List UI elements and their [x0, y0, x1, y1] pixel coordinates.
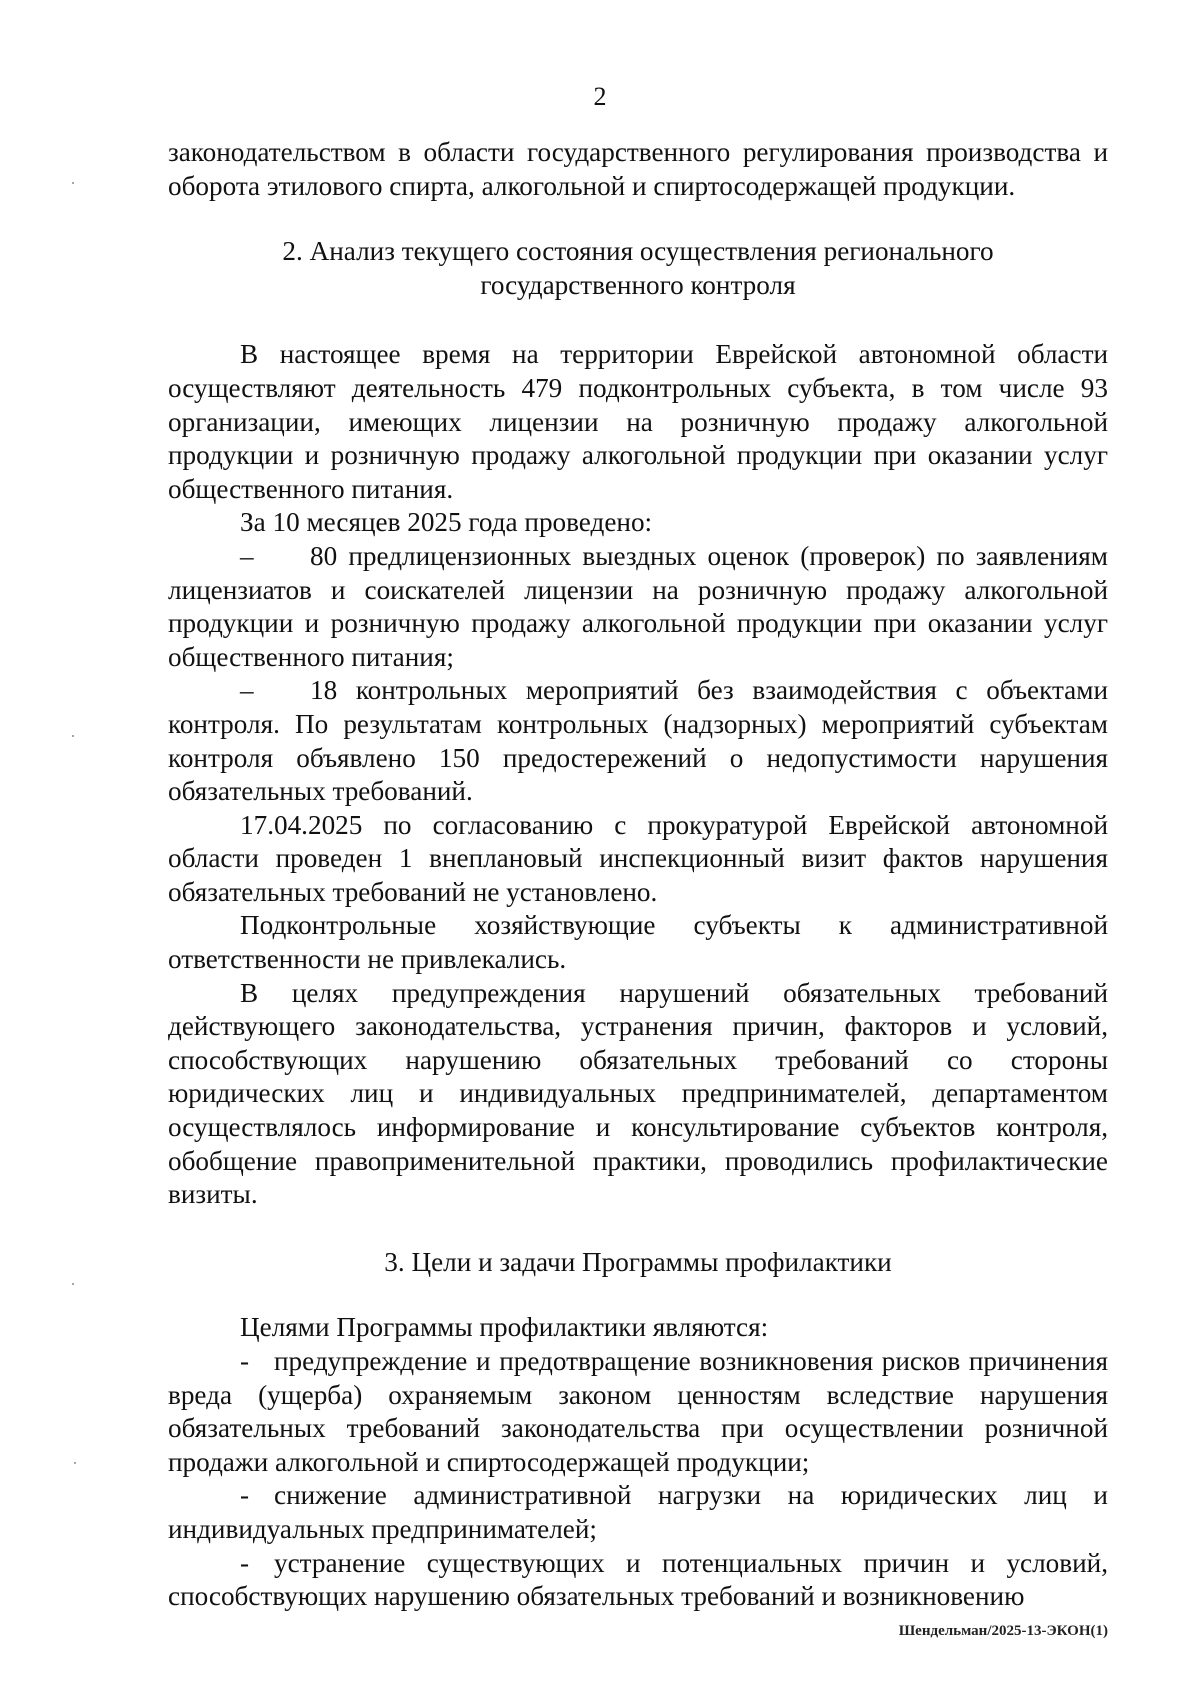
section-2-paragraph-2: За 10 месяцев 2025 года проведено: [240, 507, 653, 538]
list-item-text: устранение существующих и потенциальных причин и условий, способствующих нарушению обязательных требований и возникновению [168, 1547, 1108, 1612]
list-hyphen: - [240, 1346, 250, 1376]
list-item-text: 18 контрольных мероприятий без взаимодействия с объектами контроля. По результатам контрольных (надзорных) мероприятий субъектам контроля объявлено 150 предостережений о недопустимости нарушения обязательных требований. [168, 675, 1108, 807]
document-registration-code: Шендельман/2025-13-ЭКОН(1) [898, 1623, 1108, 1639]
section-2-heading [168, 235, 1108, 302]
scan-artifact [72, 735, 74, 737]
document-body [168, 136, 1108, 1614]
list-item-text: 80 предлицензионных выездных оценок (проверок) по заявлениям лицензиатов и соискателей лицензии на розничную продажу алкогольной продукции и розничную продажу алкогольной продукции при оказании услуг общественного питания; [168, 540, 1108, 672]
list-item-text: снижение административной нагрузки на юридических лиц и индивидуальных предпринимателей; [168, 1480, 1108, 1544]
list-hyphen: - [240, 1547, 250, 1578]
list-dash: – [240, 540, 254, 571]
section-2-paragraph-4: Подконтрольные хозяйствующие субъекты к административной ответственности не привлекались. [168, 910, 1108, 975]
intro-paragraph: законодательством в области государственного регулирования производства и оборота этилового спирта, алкогольной и спиртосодержащей продукции. [168, 137, 1108, 201]
scan-artifact [74, 1462, 76, 1464]
list-item [168, 1345, 1108, 1479]
list-item [168, 1479, 1108, 1546]
scan-artifact [72, 182, 74, 184]
list-item [168, 1547, 1108, 1614]
list-hyphen: - [240, 1480, 250, 1511]
list-dash: – [240, 675, 254, 706]
section-2-paragraph-1: В настоящее время на территории Еврейской автономной области осуществляют деятельность 479 подконтрольных субъекта, в том числе 93 организации, имеющих лицензии на розничную продажу алкогольной продукции и розничную продажу алкогольной продукции при оказании услуг общественного питания. [168, 339, 1108, 504]
scan-artifact [72, 1283, 74, 1285]
list-item-text: предупреждение и предотвращение возникновения рисков причинения вреда (ущерба) охраняемым законом ценностям вследствие нарушения обязательных требований законодательства при осуществлении розничной продажи алкогольной и спиртосодержащей продукции; [168, 1346, 1108, 1477]
section-2-paragraph-5: В целях предупреждения нарушений обязательных требований действующего законодательства, устранения причин, факторов и условий, способствующих нарушению обязательных требований со стороны юридических лиц и индивидуальных предпринимателей, департаментом осуществлялось информирование и консультирование субъектов контроля, обобщение правоприменительной практики, проводились профилактические визиты. [168, 977, 1108, 1210]
page-number: 2 [593, 82, 607, 111]
list-item [168, 674, 1108, 808]
section-2-heading-line1: 2. Анализ текущего состояния осуществления регионального [282, 236, 994, 267]
section-2-heading-line2: государственного контроля [480, 269, 796, 300]
section-2-paragraph-3: 17.04.2025 по согласованию с прокуратурой Еврейской автономной области проведен 1 внеплановый инспекционный визит фактов нарушения обязательных требований не установлено. [168, 809, 1108, 907]
section-3-heading: 3. Цели и задачи Программы профилактики [384, 1246, 892, 1277]
list-item [168, 540, 1108, 674]
section-3-paragraph-1: Целями Программы профилактики являются: [240, 1312, 769, 1343]
